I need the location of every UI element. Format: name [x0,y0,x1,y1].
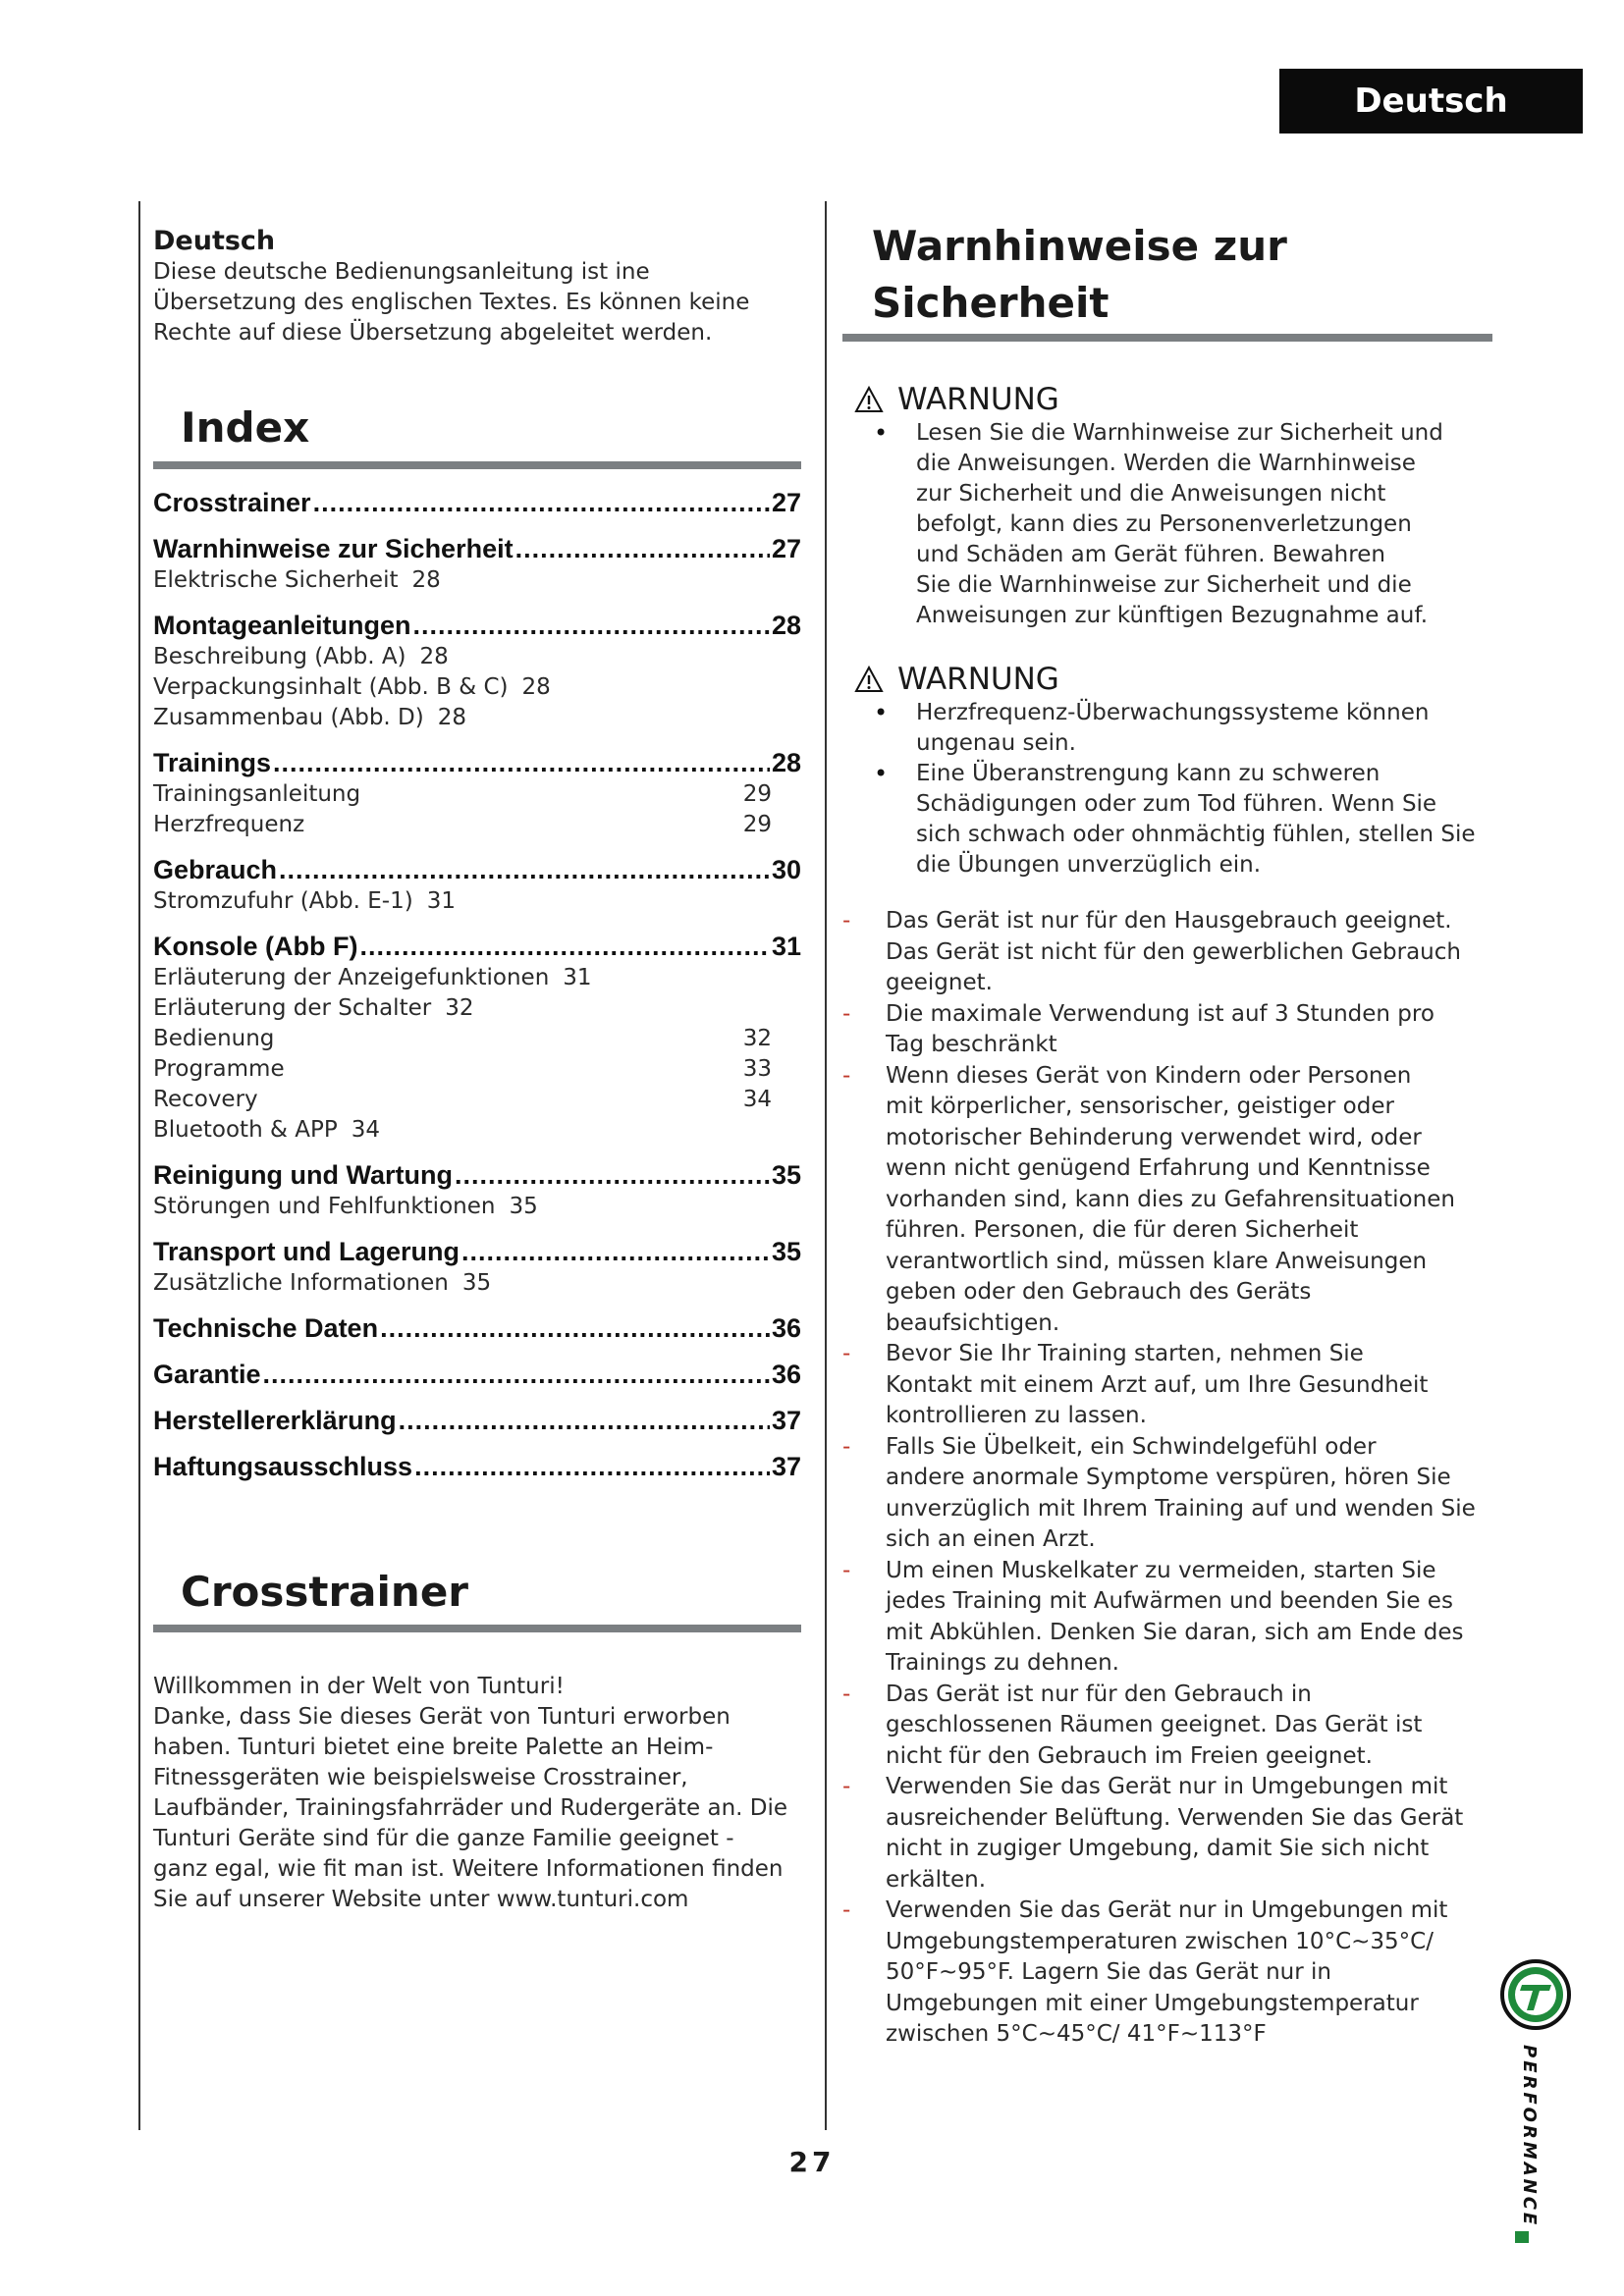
toc-subentry-page: 32 [742,1025,772,1051]
tunturi-logo-icon [1498,1957,1573,2032]
toc-subentry-page: 34 [351,1116,380,1143]
toc-entry-title: Reinigung und Wartung [153,1159,453,1190]
safety-title-line-2: Sicherheit [872,279,1110,327]
safety-instruction-continuation: erkälten. [886,1866,987,1893]
toc-entry-page: 27 [771,487,801,517]
safety-instruction-continuation: nicht für den Gebrauch im Freien geeignet. [886,1742,1373,1769]
warning-bullet-item: • Herzfrequenz-Überwachungssysteme können [842,698,1492,728]
toc-subentry[interactable] [153,703,801,733]
toc-subentry[interactable] [153,993,801,1024]
toc-subentry-title: Recovery [153,1086,258,1112]
toc-leader-dots [263,1359,770,1391]
toc-group [153,610,801,733]
toc-entry-title: Crosstrainer [153,487,311,517]
toc-subentry-page: 28 [521,673,551,700]
crosstrainer-heading: Crosstrainer [181,1567,469,1616]
toc-entry-page: 35 [771,1236,801,1266]
safety-instruction-continuation: sich an einen Arzt. [886,1526,1096,1552]
safety-instruction-continuation: ausreichender Belüftung. Verwenden Sie das Gerät [886,1804,1464,1831]
safety-instruction-item: - Das Gerät ist nur für den Gebrauch in [842,1680,1492,1711]
warning-bullet-item: • Eine Überanstrengung kann zu schweren [842,759,1492,789]
toc-subentry[interactable] [153,963,801,993]
safety-instruction-continuation: geschlossenen Räumen geeignet. Das Gerät ist [886,1712,1423,1737]
safety-instruction-continuation: führen. Personen, die für deren Sicherheit [886,1217,1359,1243]
toc-leader-dots [413,610,770,642]
left-column [153,226,801,1915]
toc-entry[interactable] [153,747,801,779]
toc-subentry-page: 31 [426,887,456,914]
warning-1-list [842,418,1492,631]
toc-leader-dots [414,1451,770,1483]
safety-instruction-continuation: Tag beschränkt [886,1032,1057,1057]
toc-subentry-title: Zusammenbau (Abb. D) [153,704,424,730]
toc-leader-dots [273,747,770,779]
toc-group [153,1236,801,1299]
safety-instruction-item: - Um einen Muskelkater zu vermeiden, starten Sie [842,1556,1492,1587]
toc-leader-dots [515,533,770,565]
warning-bullet-continuation: sich schwach oder ohnmächtig fühlen, stellen Sie [916,822,1476,847]
safety-instruction-continuation: zwischen 5°C~45°C/ 41°F~113°F [886,2021,1267,2047]
toc-subentry-page: 29 [742,780,772,807]
toc-subentry-page: 28 [419,643,449,669]
toc-group [153,1405,801,1437]
index-rule [153,461,801,469]
toc-subentry-page: 32 [445,994,474,1021]
toc-entry[interactable] [153,610,801,642]
toc-leader-dots [313,487,770,519]
toc-subentry[interactable] [153,886,801,917]
toc-subentry[interactable] [153,1085,772,1115]
performance-vertical-label [1512,2037,1551,2248]
toc-subentry-title: Erläuterung der Anzeigefunktionen [153,964,550,990]
body-line: Sie auf unserer Website unter www.tunturi.com [153,1887,689,1913]
safety-instructions-list [842,906,1492,2051]
toc-leader-dots [455,1159,770,1192]
toc-group [153,747,801,840]
toc-leader-dots [380,1312,770,1345]
safety-instruction-item: - Verwenden Sie das Gerät nur in Umgebungen mit [842,1772,1492,1803]
toc-entry-page: 37 [771,1451,801,1481]
left-margin-line [138,201,140,2130]
toc-entry[interactable] [153,1159,801,1192]
safety-instruction-continuation: jedes Training mit Aufwärmen und beenden Sie es [886,1588,1453,1614]
toc-entry-title: Herstellererklärung [153,1405,397,1435]
safety-instruction-continuation: mit körperlicher, sensorischer, geistiger oder [886,1094,1394,1119]
toc-subentry[interactable] [153,672,801,703]
toc-subentry-page: 31 [563,964,592,990]
toc-group [153,1451,801,1483]
toc-subentry-page: 28 [411,566,441,593]
toc-entry-title: Montageanleitungen [153,610,411,640]
warning-heading [842,661,1492,698]
safety-instruction-continuation: andere anormale Symptome verspüren, hören Sie [886,1465,1451,1490]
toc-group [153,1312,801,1345]
toc-subentry[interactable] [153,565,801,596]
safety-instruction-item: - Bevor Sie Ihr Training starten, nehmen Sie [842,1339,1492,1370]
language-tab: Deutsch [1279,69,1583,133]
intro-line: Diese deutsche Bedienungsanleitung ist ine [153,259,650,286]
toc-entry[interactable] [153,931,801,963]
toc-entry-page: 28 [771,747,801,777]
safety-instruction-continuation: mit Abkühlen. Denken Sie daran, sich am Ende des [886,1619,1464,1645]
toc-entry[interactable] [153,1405,801,1437]
warning-triangle-icon [854,666,884,693]
right-column [842,218,1492,2051]
warning-bullet-continuation: und Schäden am Gerät führen. Bewahren [916,542,1385,567]
toc-leader-dots [399,1405,770,1437]
safety-instruction-item: - Falls Sie Übelkeit, ein Schwindelgefühl oder [842,1432,1492,1464]
crosstrainer-rule [153,1625,801,1632]
toc-subentry-title: Programme [153,1055,285,1082]
toc-group [153,487,801,519]
intro-title: Deutsch [153,226,276,256]
body-line: Danke, dass Sie dieses Gerät von Tunturi erworben [153,1704,731,1731]
toc-subentry-title: Bedienung [153,1025,275,1051]
toc-entry-page: 35 [771,1159,801,1190]
toc-entry-page: 37 [771,1405,801,1435]
toc-subentry[interactable] [153,1115,801,1146]
toc-subentry-title: Beschreibung (Abb. A) [153,643,406,669]
safety-instruction-continuation: geeignet. [886,970,993,995]
toc-subentry[interactable] [153,1268,801,1299]
toc-subentry[interactable] [153,810,772,840]
toc-subentry-title: Trainingsanleitung [153,780,361,807]
safety-instruction-continuation: kontrollieren zu lassen. [886,1403,1147,1428]
warning-label: WARNUNG [897,382,1059,417]
toc-subentry-title: Zusätzliche Informationen [153,1269,449,1296]
warning-bullet-item: • Lesen Sie die Warnhinweise zur Sicherheit und [842,418,1492,449]
safety-instruction-item: - Wenn dieses Gerät von Kindern oder Personen [842,1061,1492,1093]
toc-entry[interactable] [153,533,801,565]
toc-subentry[interactable] [153,1054,772,1085]
toc-leader-dots [279,854,770,886]
toc-entry-page: 36 [771,1359,801,1389]
toc-subentry[interactable] [153,779,772,810]
safety-instruction-continuation: Umgebungen mit einer Umgebungstemperatur [886,1990,1419,2016]
safety-instruction-continuation: verantwortlich sind, müssen klare Anweisungen [886,1248,1428,1274]
toc-group [153,1159,801,1222]
safety-instruction-continuation: unverzüglich mit Ihrem Training auf und wenden Sie [886,1495,1476,1522]
toc-subentry-page: 35 [461,1269,492,1296]
warning-triangle-icon [854,386,884,413]
warning-bullet-continuation: ungenau sein. [916,730,1076,756]
body-line: Fitnessgeräten wie beispielsweise Crosstrainer, [153,1765,688,1791]
warning-bullet-continuation: befolgt, kann dies zu Personenverletzungen [916,511,1412,537]
toc-subentry-title: Herzfrequenz [153,811,305,837]
safety-instruction-item: - Das Gerät ist nur für den Hausgebrauch geeignet. [842,906,1492,937]
toc-entry-title: Gebrauch [153,854,278,884]
warning-bullet-continuation: Schädigungen oder zum Tod führen. Wenn Sie [916,791,1437,817]
safety-instruction-continuation: Umgebungstemperaturen zwischen 10°C~35°C/ [886,1928,1434,1954]
safety-instruction-continuation: nicht in zugiger Umgebung, damit Sie sich nicht [886,1836,1430,1861]
toc-subentry-title: Elektrische Sicherheit [153,566,399,593]
warning-bullet-continuation: zur Sicherheit und die Anweisungen nicht [916,481,1386,507]
toc-subentry-title: Stromzufuhr (Abb. E-1) [153,887,413,914]
toc-leader-dots [359,931,769,963]
toc-entry[interactable] [153,854,801,886]
toc-entry[interactable] [153,487,801,519]
index-heading: Index [181,403,310,453]
warning-bullet-continuation: Sie die Warnhinweise zur Sicherheit und die [916,572,1412,598]
intro-line: Rechte auf diese Übersetzung abgeleitet werden. [153,320,713,347]
toc-subentry-page: 33 [742,1055,772,1082]
toc-entry-title: Technische Daten [153,1312,379,1343]
toc-subentry-title: Bluetooth & APP [153,1116,338,1143]
toc-entry-title: Warnhinweise zur Sicherheit [153,533,514,563]
toc-entry[interactable] [153,1236,801,1268]
toc-entry[interactable] [153,1451,801,1483]
safety-instruction-item: - Verwenden Sie das Gerät nur in Umgebungen mit [842,1896,1492,1927]
toc-entry-page: 30 [771,854,801,884]
table-of-contents [153,487,801,1483]
warning-label: WARNUNG [897,662,1059,697]
toc-group [153,533,801,596]
page-number: 27 [788,2146,836,2178]
warning-2-list [842,698,1492,881]
toc-subentry-page: 35 [509,1193,538,1219]
toc-entry-title: Garantie [153,1359,261,1389]
toc-subentry[interactable] [153,1024,772,1054]
toc-entry-page: 36 [771,1312,801,1343]
toc-group [153,854,801,917]
safety-instruction-continuation: geben oder den Gebrauch des Geräts [886,1279,1312,1305]
safety-instruction-item: - Die maximale Verwendung ist auf 3 Stunden pro [842,999,1492,1031]
toc-entry-page: 31 [771,931,801,961]
toc-subentry-page: 34 [742,1086,772,1112]
body-line: haben. Tunturi bietet eine breite Palette an Heim- [153,1735,714,1761]
safety-rule [842,334,1492,342]
body-line: Tunturi Geräte sind für die ganze Familie geeignet - [153,1826,734,1852]
safety-instruction-continuation: 50°F~95°F. Lagern Sie das Gerät nur in [886,1959,1331,1985]
toc-subentry-page: 28 [437,704,467,730]
safety-instruction-continuation: Das Gerät ist nicht für den gewerblichen Gebrauch [886,938,1461,965]
toc-entry[interactable] [153,1359,801,1391]
toc-subentry-title: Verpackungsinhalt (Abb. B & C) [153,673,509,700]
welcome-line: Willkommen in der Welt von Tunturi! [153,1674,565,1700]
safety-instruction-continuation: Kontakt mit einem Arzt auf, um Ihre Gesundheit [886,1371,1429,1398]
intro-line: Übersetzung des englischen Textes. Es können keine [153,290,750,316]
safety-instruction-continuation: Trainings zu dehnen. [886,1650,1119,1676]
warning-heading [842,381,1492,418]
toc-subentry[interactable] [153,1192,801,1222]
warning-bullet-continuation: Anweisungen zur künftigen Bezugnahme auf. [916,603,1429,628]
warning-bullet-continuation: die Anweisungen. Werden die Warnhinweise [916,451,1416,476]
body-line: Laufbänder, Trainingsfahrräder und Rudergeräte an. Die [153,1795,788,1822]
toc-entry-title: Konsole (Abb F) [153,931,358,961]
safety-instruction-continuation: motorischer Behinderung verwendet wird, oder [886,1124,1422,1150]
toc-subentry-page: 29 [742,811,772,837]
intro-text [153,257,801,348]
toc-subentry[interactable] [153,642,801,672]
toc-leader-dots [461,1236,770,1268]
warning-bullet-continuation: die Übungen unverzüglich ein. [916,852,1262,878]
safety-instruction-continuation: beaufsichtigen. [886,1309,1060,1336]
column-divider [825,201,827,2130]
toc-entry-title: Trainings [153,747,272,777]
safety-title-line-1: Warnhinweise zur [872,222,1287,270]
toc-group [153,1359,801,1391]
body-line: ganz egal, wie fit man ist. Weitere Informationen finden [153,1856,784,1883]
toc-entry-title: Haftungsausschluss [153,1451,413,1481]
performance-text: PERFORMANCE [1519,2045,1540,2228]
safety-instruction-continuation: wenn nicht genügend Erfahrung und Kenntnisse [886,1155,1431,1181]
toc-entry[interactable] [153,1312,801,1345]
safety-instruction-continuation: vorhanden sind, kann dies zu Gefahrensituationen [886,1186,1455,1212]
toc-entry-page: 27 [771,533,801,563]
crosstrainer-intro [153,1672,801,1915]
toc-group [153,931,801,1146]
toc-entry-page: 28 [771,610,801,640]
toc-subentry-title: Störungen und Fehlfunktionen [153,1193,496,1219]
toc-entry-title: Transport und Lagerung [153,1236,460,1266]
toc-subentry-title: Erläuterung der Schalter [153,994,432,1021]
